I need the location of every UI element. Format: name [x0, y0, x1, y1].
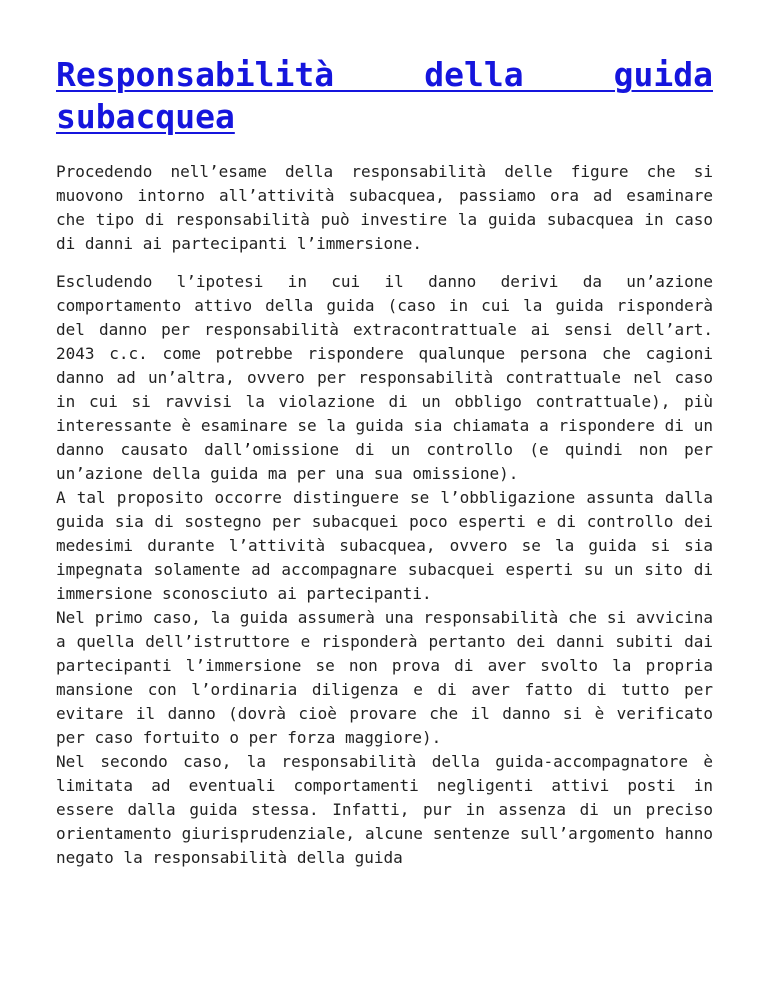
paragraph-a-tal-proposito: A tal proposito occorre distinguere se l’obbligazione assunta dalla guida sia di sostegno per subacquei poco esperti e di controllo dei medesimi durante l’attività subacquea, ovvero se la guida si sia impegnata solamente ad accompagnare subacquei esperti su un sito di immersione sconosciuto ai partecipanti.	[56, 488, 713, 603]
article	[56, 54, 713, 870]
paragraph-body	[56, 270, 713, 870]
paragraph-escludendo: Escludendo l’ipotesi in cui il danno derivi da un’azione comportamento attivo della guida (caso in cui la guida risponderà del danno per responsabilità extracontrattuale ai sensi dell’art. 2043 c.c. come potrebbe rispondere qualunque persona che cagioni danno ad un’altra, ovvero per responsabilità contrattuale nel caso in cui si ravvisi la violazione di un obbligo contrattuale), più interessante è esaminare se la guida sia chiamata a rispondere di un danno causato dall’omissione di un controllo (e quindi non per un’azione della guida ma per una sua omissione).	[56, 272, 713, 483]
paragraph-intro: Procedendo nell’esame della responsabilità delle figure che si muovono intorno all’attività subacquea, passiamo ora ad esaminare che tipo di responsabilità può investire la guida subacquea in caso di danni ai partecipanti l’immersione.	[56, 162, 713, 253]
article-title-line2[interactable]: subacquea	[56, 97, 235, 136]
paragraph-secondo-caso: Nel secondo caso, la responsabilità della guida-accompagnatore è limitata ad eventuali comportamenti negligenti attivi posti in essere dalla guida stessa. Infatti, pur in assenza di un preciso orientamento giurisprudenziale, alcune sentenze sull’argomento hanno negato la responsabilità della guida	[56, 752, 713, 867]
paragraph-primo-caso: Nel primo caso, la guida assumerà una responsabilità che si avvicina a quella dell’istruttore e risponderà pertanto dei danni subiti dai partecipanti l’immersione se non prova di aver svolto la propria mansione con l’ordinaria diligenza e di aver fatto di tutto per evitare il danno (dovrà cioè provare che il danno si è verificato per caso fortuito o per forza maggiore).	[56, 608, 713, 747]
article-title-line1[interactable]: Responsabilità della guida	[56, 55, 713, 94]
article-title-link[interactable]	[56, 54, 713, 138]
